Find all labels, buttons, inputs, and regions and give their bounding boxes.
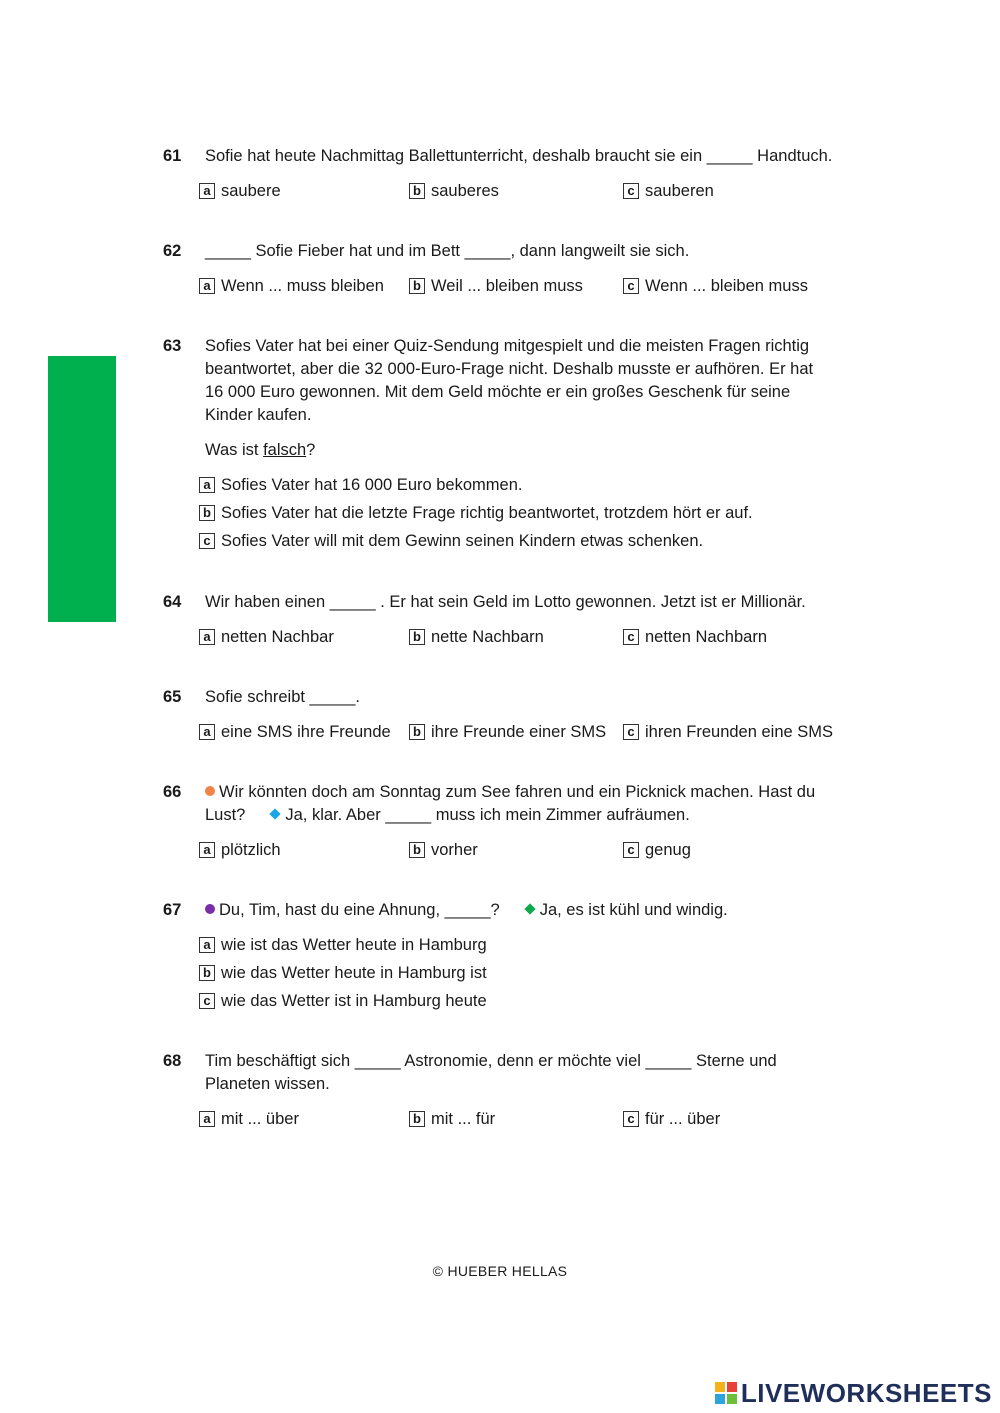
option-letter-box: a xyxy=(199,477,215,493)
option-text: Wenn ... bleiben muss xyxy=(645,277,808,295)
option-letter-box: a xyxy=(199,724,215,740)
option-letter-box: b xyxy=(409,842,425,858)
option-c[interactable] xyxy=(623,626,767,649)
option-letter-box: c xyxy=(623,183,639,199)
text-line: 16 000 Euro gewonnen. Mit dem Geld möchte er ein großes Geschenk für seine xyxy=(205,383,791,401)
option-text: Sofies Vater hat die letzte Frage richtig beantwortet, trotzdem hört er auf. xyxy=(221,504,753,522)
option-text: wie ist das Wetter heute in Hamburg xyxy=(221,936,487,954)
copyright-footer: © HUEBER HELLAS xyxy=(432,1263,568,1279)
option-text: genug xyxy=(645,841,691,859)
option-b[interactable] xyxy=(409,1108,495,1131)
question-text: Wir haben einen _____ . Er hat sein Geld im Lotto gewonnen. Jetzt ist er Millionär. xyxy=(205,593,806,611)
option-letter-box: a xyxy=(199,629,215,645)
dialogue-line: Ja, klar. Aber _____ muss ich mein Zimmer aufräumen. xyxy=(285,806,690,824)
question-text: Sofie schreibt _____. xyxy=(205,688,361,706)
speaker-diamond-icon xyxy=(270,808,281,819)
question-text xyxy=(205,335,863,462)
question-61 xyxy=(163,145,863,203)
question-number: 64 xyxy=(163,593,182,611)
option-letter-box: b xyxy=(409,183,425,199)
speaker-diamond-icon xyxy=(524,903,535,914)
option-c[interactable] xyxy=(199,530,863,558)
text-line: Planeten wissen. xyxy=(205,1075,330,1093)
option-letter-box: c xyxy=(623,278,639,294)
question-number: 67 xyxy=(163,901,182,919)
option-c[interactable] xyxy=(199,990,863,1018)
option-text: sauberen xyxy=(645,182,714,200)
green-side-bar xyxy=(48,356,116,622)
option-b[interactable] xyxy=(409,180,499,203)
option-a[interactable] xyxy=(199,934,863,962)
option-a[interactable] xyxy=(199,474,863,502)
logo-mark-icon xyxy=(715,1382,737,1404)
dialogue-line: Wir könnten doch am Sonntag zum See fahren und ein Picknick machen. Hast du xyxy=(219,783,816,801)
question-text xyxy=(205,781,863,827)
question-65 xyxy=(163,686,863,744)
option-text: plötzlich xyxy=(221,841,281,859)
speaker-bullet-icon xyxy=(205,786,215,796)
option-c[interactable] xyxy=(623,275,808,298)
dialogue-line: Du, Tim, hast du eine Ahnung, _____? xyxy=(219,901,500,919)
option-letter-box: c xyxy=(199,993,215,1009)
option-letter-box: b xyxy=(199,965,215,981)
option-text: Sofies Vater hat 16 000 Euro bekommen. xyxy=(221,476,523,494)
option-letter-box: c xyxy=(623,724,639,740)
option-letter-box: c xyxy=(199,533,215,549)
dialogue-line: Ja, es ist kühl und windig. xyxy=(539,901,728,919)
sub-question xyxy=(205,439,863,462)
option-text: ihren Freunden eine SMS xyxy=(645,723,834,741)
option-text: Sofies Vater will mit dem Gewinn seinen Kindern etwas schenken. xyxy=(221,532,704,550)
option-letter-box: b xyxy=(409,629,425,645)
option-text: netten Nachbar xyxy=(221,628,334,646)
option-b[interactable] xyxy=(409,626,544,649)
option-b[interactable] xyxy=(199,962,863,990)
option-text: Wenn ... muss bleiben xyxy=(221,277,384,295)
option-text: wie das Wetter heute in Hamburg ist xyxy=(221,964,487,982)
option-text: Weil ... bleiben muss xyxy=(431,277,583,295)
option-letter-box: c xyxy=(623,1111,639,1127)
option-b[interactable] xyxy=(409,839,478,862)
option-text: mit ... für xyxy=(431,1110,496,1128)
option-text: sauberes xyxy=(431,182,499,200)
option-letter-box: b xyxy=(409,724,425,740)
option-letter-box: b xyxy=(199,505,215,521)
option-text: mit ... über xyxy=(221,1110,299,1128)
text-line: Kinder kaufen. xyxy=(205,406,312,424)
option-b[interactable] xyxy=(409,721,606,744)
option-c[interactable] xyxy=(623,721,833,744)
text-line: Tim beschäftigt sich _____ Astronomie, denn er möchte viel _____ Sterne und xyxy=(205,1052,777,1070)
question-number: 62 xyxy=(163,242,182,260)
option-text: netten Nachbarn xyxy=(645,628,768,646)
option-text: eine SMS ihre Freunde xyxy=(221,723,391,741)
option-c[interactable] xyxy=(623,839,691,862)
question-68 xyxy=(163,1050,863,1131)
option-b[interactable] xyxy=(199,502,863,530)
option-a[interactable] xyxy=(199,1108,299,1131)
speaker-bullet-icon xyxy=(205,904,215,914)
option-text: für ... über xyxy=(645,1110,721,1128)
dialogue-line: Lust? xyxy=(205,806,246,824)
option-text: wie das Wetter ist in Hamburg heute xyxy=(221,992,487,1010)
option-a[interactable] xyxy=(199,721,391,744)
option-a[interactable] xyxy=(199,275,384,298)
question-number: 66 xyxy=(163,783,182,801)
option-c[interactable] xyxy=(623,180,714,203)
question-64 xyxy=(163,591,863,649)
option-letter-box: a xyxy=(199,278,215,294)
option-letter-box: b xyxy=(409,278,425,294)
liveworksheets-logo[interactable] xyxy=(715,1376,992,1410)
question-66 xyxy=(163,781,863,862)
logo-text: LIVEWORKSHEETS xyxy=(740,1377,992,1408)
option-a[interactable] xyxy=(199,839,281,862)
option-text: vorher xyxy=(431,841,478,859)
option-letter-box: c xyxy=(623,629,639,645)
option-text: nette Nachbarn xyxy=(431,628,544,646)
sub-question-underlined: falsch xyxy=(263,441,307,459)
option-letter-box: a xyxy=(199,937,215,953)
question-number: 68 xyxy=(163,1052,182,1070)
option-letter-box: a xyxy=(199,842,215,858)
option-letter-box: c xyxy=(623,842,639,858)
option-a[interactable] xyxy=(199,180,281,203)
question-62 xyxy=(163,240,863,298)
question-text: _____ Sofie Fieber hat und im Bett _____, dann langweilt sie sich. xyxy=(205,242,690,260)
option-letter-box: a xyxy=(199,183,215,199)
text-line: Sofies Vater hat bei einer Quiz-Sendung mitgespielt und die meisten Fragen richtig xyxy=(205,337,810,355)
question-text: Sofie hat heute Nachmittag Ballettunterricht, deshalb braucht sie ein _____ Handtuch. xyxy=(205,147,833,165)
question-number: 65 xyxy=(163,688,182,706)
option-a[interactable] xyxy=(199,626,334,649)
option-text: saubere xyxy=(221,182,281,200)
question-63 xyxy=(163,335,863,558)
option-letter-box: a xyxy=(199,1111,215,1127)
option-b[interactable] xyxy=(409,275,583,298)
sub-question-prefix: Was ist xyxy=(205,441,264,459)
sub-question-suffix: ? xyxy=(306,441,316,459)
question-text xyxy=(205,1050,863,1096)
option-text: ihre Freunde einer SMS xyxy=(431,723,607,741)
question-67 xyxy=(163,899,863,1018)
question-number: 61 xyxy=(163,147,182,165)
option-c[interactable] xyxy=(623,1108,720,1131)
question-number: 63 xyxy=(163,337,182,355)
question-text xyxy=(205,899,863,922)
text-line: beantwortet, aber die 32 000-Euro-Frage nicht. Deshalb musste er aufhören. Er hat xyxy=(205,360,814,378)
option-letter-box: b xyxy=(409,1111,425,1127)
